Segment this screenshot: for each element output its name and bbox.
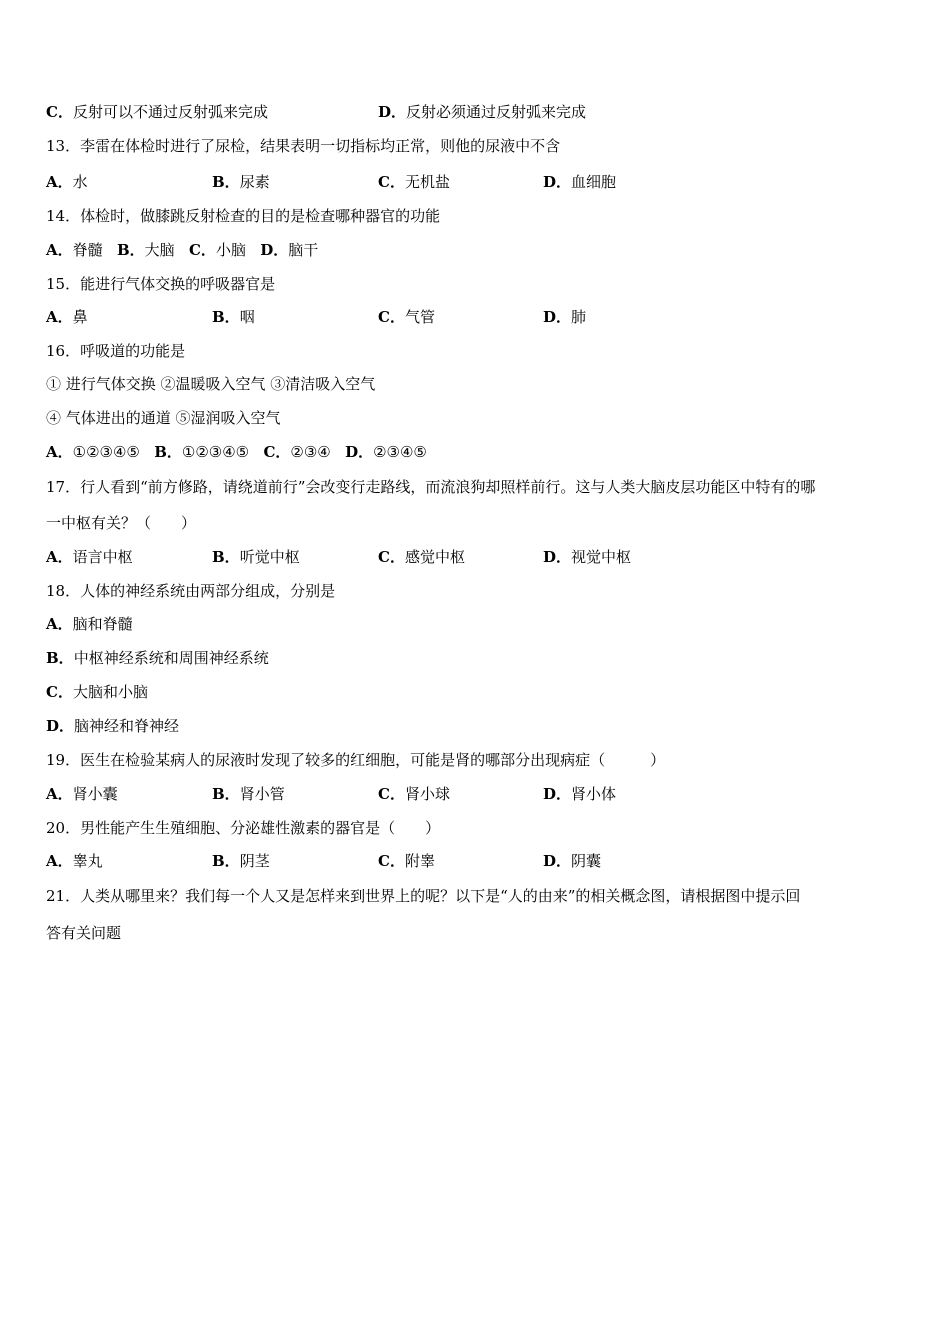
q21-stem-line-2: 答有关问题 bbox=[46, 924, 122, 942]
q14-stem: 14．体检时，做膝跳反射检查的目的是检查哪种器官的功能 bbox=[46, 207, 441, 225]
q16-items-line-2: ④ 气体进出的通道 ⑤湿润吸入空气 bbox=[46, 409, 281, 427]
q15-option-c: C．气管 bbox=[378, 308, 435, 326]
q13-option-b: B．尿素 bbox=[212, 173, 270, 191]
q14-options: A．脊髓 B．大脑 C．小脑 D．脑干 bbox=[46, 241, 319, 259]
q17-stem-line-2: 一中枢有关？（ ） bbox=[46, 514, 197, 532]
q20-stem: 20．男性能产生生殖细胞、分泌雄性激素的器官是（ ） bbox=[46, 819, 441, 837]
q20-option-b: B．阴茎 bbox=[212, 852, 270, 870]
q18-option-c: C．大脑和小脑 bbox=[46, 683, 148, 701]
q19-option-b: B．肾小管 bbox=[212, 785, 285, 803]
q18-stem: 18．人体的神经系统由两部分组成，分别是 bbox=[46, 582, 336, 600]
q12-option-d: D．反射必须通过反射弧来完成 bbox=[378, 103, 587, 121]
q16-options: A．①②③④⑤ B．①②③④⑤ C．②③④ D．②③④⑤ bbox=[46, 443, 427, 461]
q15-option-d: D．肺 bbox=[543, 308, 587, 326]
q16-stem: 16．呼吸道的功能是 bbox=[46, 342, 186, 360]
q17-option-a: A．语言中枢 bbox=[46, 548, 133, 566]
q15-option-b: B．咽 bbox=[212, 308, 255, 326]
q17-option-d: D．视觉中枢 bbox=[543, 548, 632, 566]
q13-option-d: D．血细胞 bbox=[543, 173, 617, 191]
q13-option-a: A．水 bbox=[46, 173, 88, 191]
q20-option-c: C．附睾 bbox=[378, 852, 435, 870]
q12-option-c: C．反射可以不通过反射弧来完成 bbox=[46, 103, 268, 121]
q19-option-a: A．肾小囊 bbox=[46, 785, 118, 803]
q16-items-line-1: ① 进行气体交换 ②温暖吸入空气 ③清洁吸入空气 bbox=[46, 375, 376, 393]
q17-option-b: B．听觉中枢 bbox=[212, 548, 300, 566]
q17-option-c: C．感觉中枢 bbox=[378, 548, 465, 566]
q21-stem-line-1: 21．人类从哪里来？我们每一个人又是怎样来到世界上的呢？以下是“人的由来”的相关概念图，请根据图中提示回 bbox=[46, 887, 801, 905]
q18-option-d: D．脑神经和脊神经 bbox=[46, 717, 180, 735]
q18-option-b: B．中枢神经系统和周围神经系统 bbox=[46, 649, 269, 667]
q20-option-a: A．睾丸 bbox=[46, 852, 103, 870]
q18-option-a: A．脑和脊髓 bbox=[46, 615, 133, 633]
q13-option-c: C．无机盐 bbox=[378, 173, 450, 191]
q20-option-d: D．阴囊 bbox=[543, 852, 602, 870]
q19-option-d: D．肾小体 bbox=[543, 785, 617, 803]
q15-option-a: A．鼻 bbox=[46, 308, 88, 326]
q17-stem-line-1: 17．行人看到“前方修路，请绕道前行”会改变行走路线，而流浪狗却照样前行。这与人类大脑皮层功能区中特有的哪 bbox=[46, 478, 816, 496]
q19-stem: 19．医生在检验某病人的尿液时发现了较多的红细胞，可能是肾的哪部分出现病症（ ） bbox=[46, 751, 666, 769]
q19-option-c: C．肾小球 bbox=[378, 785, 450, 803]
q13-stem: 13．李雷在体检时进行了尿检，结果表明一切指标均正常，则他的尿液中不含 bbox=[46, 137, 561, 155]
q15-stem: 15．能进行气体交换的呼吸器官是 bbox=[46, 275, 276, 293]
